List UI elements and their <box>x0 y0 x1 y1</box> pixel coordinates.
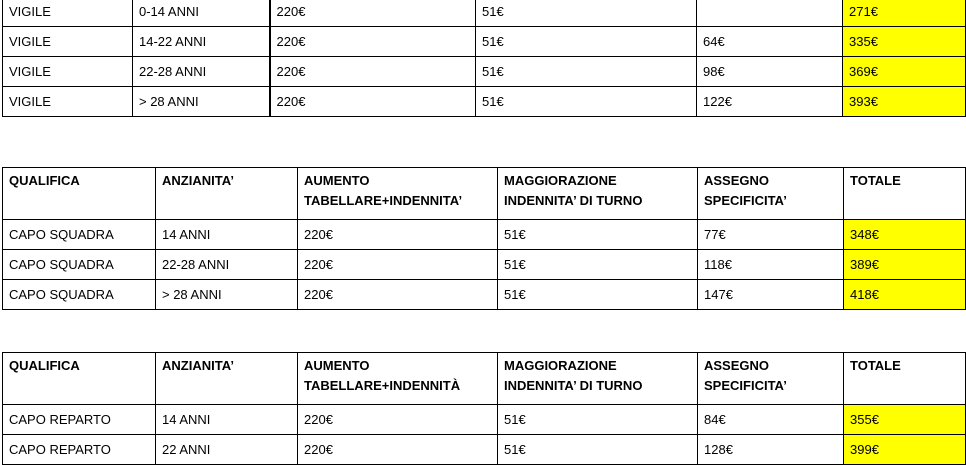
header-assegno: ASSEGNO SPECIFICITA’ <box>698 168 844 220</box>
header-aumento: AUMENTO TABELLARE+INDENNITA’ <box>298 168 498 220</box>
totale-cell: 271€ <box>843 0 966 27</box>
qualifica-cell: CAPO SQUADRA <box>3 280 156 310</box>
qualifica-cell: VIGILE <box>3 57 133 87</box>
totale-cell: 399€ <box>844 435 966 465</box>
header-qualifica: QUALIFICA <box>3 353 156 405</box>
header-aumento: AUMENTO TABELLARE+INDENNITÀ <box>298 353 498 405</box>
header-maggiorazione: MAGGIORAZIONE INDENNITA’ DI TURNO <box>498 168 698 220</box>
maggiorazione-cell: 51€ <box>476 87 697 117</box>
header-totale: TOTALE <box>844 168 966 220</box>
table-row <box>3 57 966 87</box>
anzianita-cell: 0-14 ANNI <box>133 0 270 27</box>
capo-squadra-table <box>2 167 966 310</box>
totale-cell: 355€ <box>844 405 966 435</box>
totale-cell: 335€ <box>843 27 966 57</box>
assegno-cell: 84€ <box>698 405 844 435</box>
qualifica-cell: VIGILE <box>3 0 133 27</box>
header-assegno: ASSEGNO SPECIFICITA’ <box>698 353 844 405</box>
table-row <box>3 0 966 27</box>
maggiorazione-cell: 51€ <box>498 435 698 465</box>
maggiorazione-cell: 51€ <box>476 57 697 87</box>
assegno-cell: 128€ <box>698 435 844 465</box>
header-anzianita: ANZIANITA’ <box>156 353 298 405</box>
vigile-table <box>2 0 966 117</box>
assegno-cell: 118€ <box>698 250 844 280</box>
maggiorazione-cell: 51€ <box>498 280 698 310</box>
qualifica-cell: CAPO SQUADRA <box>3 220 156 250</box>
maggiorazione-cell: 51€ <box>498 405 698 435</box>
totale-cell: 393€ <box>843 87 966 117</box>
aumento-cell: 220€ <box>298 405 498 435</box>
header-qualifica: QUALIFICA <box>3 168 156 220</box>
table-row <box>3 405 966 435</box>
table-row <box>3 220 966 250</box>
aumento-cell: 220€ <box>270 87 476 117</box>
maggiorazione-cell: 51€ <box>476 0 697 27</box>
table-row <box>3 27 966 57</box>
table-row <box>3 87 966 117</box>
qualifica-cell: VIGILE <box>3 87 133 117</box>
anzianita-cell: 22-28 ANNI <box>133 57 270 87</box>
totale-cell: 418€ <box>844 280 966 310</box>
anzianita-cell: 22-28 ANNI <box>156 250 298 280</box>
aumento-cell: 220€ <box>270 57 476 87</box>
aumento-cell: 220€ <box>270 27 476 57</box>
header-maggiorazione: MAGGIORAZIONE INDENNITA’ DI TURNO <box>498 353 698 405</box>
header-anzianita: ANZIANITA’ <box>156 168 298 220</box>
assegno-cell: 147€ <box>698 280 844 310</box>
aumento-cell: 220€ <box>298 220 498 250</box>
totale-cell: 389€ <box>844 250 966 280</box>
table-header-row <box>3 353 966 405</box>
assegno-cell: 64€ <box>697 27 843 57</box>
qualifica-cell: CAPO REPARTO <box>3 435 156 465</box>
aumento-cell: 220€ <box>298 250 498 280</box>
anzianita-cell: 14 ANNI <box>156 405 298 435</box>
table-row <box>3 435 966 465</box>
aumento-cell: 220€ <box>298 280 498 310</box>
assegno-cell <box>697 0 843 27</box>
table-row <box>3 280 966 310</box>
anzianita-cell: 22 ANNI <box>156 435 298 465</box>
capo-reparto-table <box>2 352 966 465</box>
aumento-cell: 220€ <box>270 0 476 27</box>
maggiorazione-cell: 51€ <box>498 220 698 250</box>
aumento-cell: 220€ <box>298 435 498 465</box>
anzianita-cell: > 28 ANNI <box>133 87 270 117</box>
assegno-cell: 122€ <box>697 87 843 117</box>
maggiorazione-cell: 51€ <box>476 27 697 57</box>
header-totale: TOTALE <box>844 353 966 405</box>
table-header-row <box>3 168 966 220</box>
anzianita-cell: > 28 ANNI <box>156 280 298 310</box>
qualifica-cell: CAPO SQUADRA <box>3 250 156 280</box>
totale-cell: 348€ <box>844 220 966 250</box>
anzianita-cell: 14-22 ANNI <box>133 27 270 57</box>
totale-cell: 369€ <box>843 57 966 87</box>
qualifica-cell: VIGILE <box>3 27 133 57</box>
maggiorazione-cell: 51€ <box>498 250 698 280</box>
table-row <box>3 250 966 280</box>
assegno-cell: 98€ <box>697 57 843 87</box>
qualifica-cell: CAPO REPARTO <box>3 405 156 435</box>
anzianita-cell: 14 ANNI <box>156 220 298 250</box>
assegno-cell: 77€ <box>698 220 844 250</box>
